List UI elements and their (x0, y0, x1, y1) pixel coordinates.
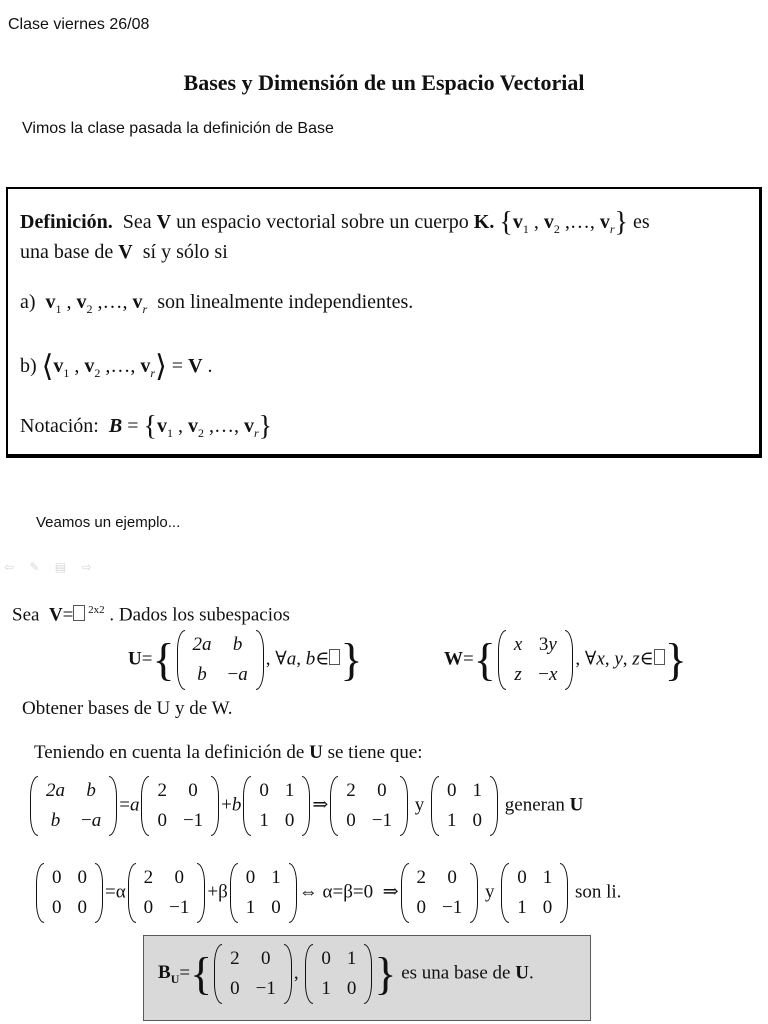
definition-line-1: Definición. Sea V un espacio vectorial sobre un cuerpo K. {$v_1$ , $v_2$ ,…, $v_r$} es (20, 207, 650, 238)
basis-U-box (143, 935, 591, 1021)
reasoning-text: Teniendo en cuenta la definición de U se tiene que: (34, 742, 423, 763)
equation-independence: 0 0 0 0 =α 2 0 0 −1 +β 0 1 1 0 ⇔ α=β=0 ⇒ 2 0 0 −1 y 0 1 1 0 son li. (34, 863, 621, 923)
subspace-W: W={ x 3y z −x , ∀x, y, z∈ } (444, 630, 687, 690)
slide-date: Clase viernes 26/08 (8, 16, 150, 33)
intro-text: Vimos la clase pasada la definición de Base (22, 120, 334, 137)
page-title: Bases y Dimensión de un Espacio Vectorial (183, 70, 585, 95)
definition-item-b: b) $⟨v_1$ , $v_2$ ,…, $v_r⟩ = V$ . (20, 350, 213, 383)
basis-U-statement: $B_U=${ 2 0 0 −1 , 0 1 1 0 } es una base de U. (158, 944, 534, 1004)
definition-notation: Notación: $B = \{v_1$ , $v_2$ ,…, $v_r$} (20, 411, 273, 442)
definition-box (6, 187, 762, 458)
equation-generators: 2a b b −a =a 2 0 0 −1 +b 0 1 1 0 ⇒ 2 0 0 −1 y 0 1 1 0 generan U (28, 776, 583, 836)
faded-toolbar-icons: ⇦ ✎ ▤ ⇨ (4, 560, 98, 574)
definition-line-2: una base de V sí y sólo si (20, 241, 228, 263)
task-text: Obtener bases de U y de W. (22, 698, 233, 719)
definition-item-a: a) $v_1$ , $v_2$ ,…, $v_r$ son linealmente independientes. (20, 291, 414, 316)
example-statement: Sea V= $^{2x2}$ . Dados los subespacios (12, 604, 290, 626)
example-intro: Veamos un ejemplo... (36, 514, 181, 531)
subspace-U: U={ 2a b b −a , ∀a, b∈ } (128, 630, 362, 690)
